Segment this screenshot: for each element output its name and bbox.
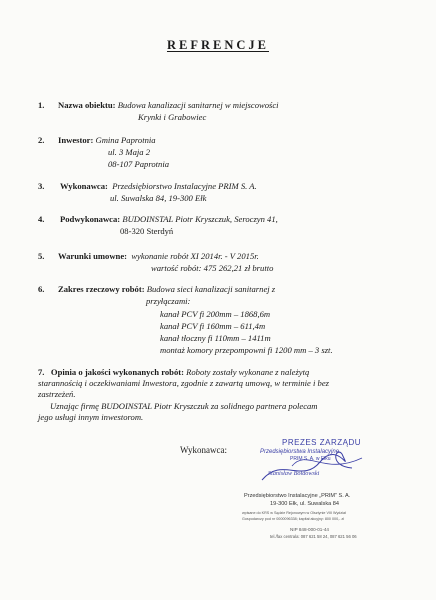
stamp-title: PREZES ZARZĄDU — [282, 438, 362, 447]
reference-letter: REFRENCJE 1. Nazwa obiektu: Budowa kanalizacji sanitarnej w miejscowości Krynki i Grabowiec 2. Inwestor: Gmina Paprotnia ul. 3 Maja 2 08-107 Paprotnia 3. Wykonawca: Przedsiębiorstwo Instalacyjne PRIM S. A. ul. Suwalska 84, 19-300 Ełk 4. Podwykonawca: BUDOINSTAL Piotr Kryszczuk, Seroczyn 41, 08-320 Sterdyń 5. Warunki umowne: wykonanie robót XI 2014r. - V 2015r. wartość robót: 475 262,21 zł brutto 6. Zakres rzeczowy robót: Budowa sieci kanalizacji sanitarnej z przyłączami: kanał PCV fi 200mm – 1868,6m kanał PCV fi 160mm – 611,4m kanał tłoczny fi 110mm – 1411m montaż komory przepompowni fi 1200 mm – 3 szt. 7. Opinia o jakości wykonanych robót: Roboty zostały wykonane z należytą starannością i oczekiwaniami Inwestora, zgodnie z zawartą umową, w terminie i bez zastrzeżeń. Uznając firmę BUDOINSTAL Piotr Kryszczuk za solidnego partnera polecam jego usługi innym inwestorom. Wykonawca: PREZES ZARZĄDU Przedsiębiorstwa Instalacyjne PRIM S. A. w Ełku Stanisław Bołdowski Przedsiębiorstwo Instalacyjne „PRIM” S. A. 19-300 Ełk, ul. Suwalska 84 wpisane do KRS w Sądzie Rejonowym w Olsztynie VIII Wydział Gospodarczy pod nr 0000096338; kapitał akcyjny: 800 000,- zł NIP 848-000-01-44 tel./fax centrala: 087 621 58 24, 087 621 56 06 — [0, 0, 436, 600]
company-register-line-1: wpisane do KRS w Sądzie Rejonowym w Olsztynie VIII Wydział — [242, 511, 346, 515]
stamp-signatory-name: Stanisław Bołdowski — [268, 470, 320, 477]
company-stamp — [232, 436, 422, 586]
company-address: 19-300 Ełk, ul. Suwalska 84 — [270, 501, 340, 507]
company-name: Przedsiębiorstwo Instalacyjne „PRIM” S. A. — [244, 493, 351, 499]
document-title: REFRENCJE — [166, 38, 269, 52]
stamp-subtitle-2: PRIM S. A. w Ełku — [290, 456, 331, 462]
item-quality-opinion: 7. Opinia o jakości wykonanych robót: Roboty zostały wykonane z należytą starannością i oczekiwaniami Inwestora, zgodnie z zawartą umową, w terminie i bez zastrzeżeń. Uznając firmę BUDOINSTAL Piotr Kryszczuk za solidnego partnera polecam jego usługi innym inwestorom. — [38, 367, 329, 422]
company-nip: NIP 848-000-01-44 — [290, 527, 329, 532]
company-phones: tel./fax centrala: 087 621 58 24, 087 621 56 06 — [270, 534, 357, 539]
signature-label: Wykonawca: — [180, 445, 227, 455]
stamp-subtitle: Przedsiębiorstwa Instalacyjne — [260, 449, 340, 455]
company-register-line-2: Gospodarczy pod nr 0000096338; kapitał akcyjny: 800 000,- zł — [242, 517, 345, 521]
